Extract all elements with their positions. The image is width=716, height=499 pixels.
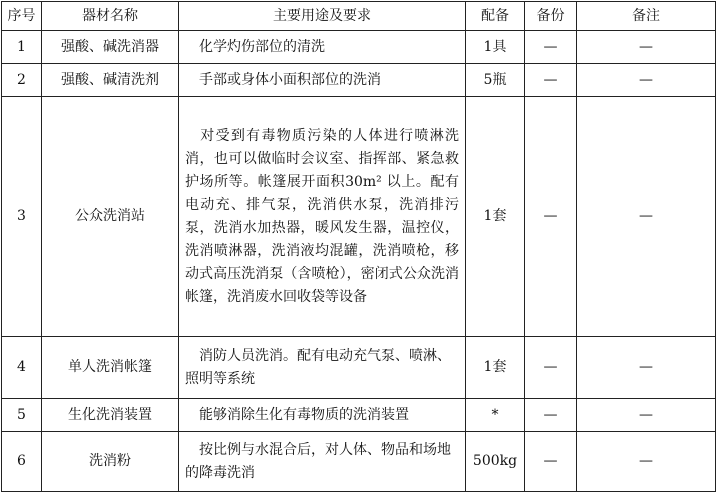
cell-name: 单人洗消帐篷 <box>42 337 179 399</box>
cell-note: — <box>577 31 716 64</box>
cell-use: 能够消除生化有毒物质的洗消装置 <box>179 399 466 432</box>
cell-no: 1 <box>2 31 42 64</box>
cell-name: 强酸、碱清洗剂 <box>42 64 179 97</box>
cell-name: 生化洗消装置 <box>42 399 179 432</box>
header-backup: 备份 <box>525 2 577 31</box>
header-note: 备注 <box>577 2 716 31</box>
cell-name: 洗消粉 <box>42 432 179 492</box>
cell-equip: * <box>466 399 525 432</box>
cell-equip: 1套 <box>466 97 525 337</box>
cell-no: 5 <box>2 399 42 432</box>
cell-use: 消防人员洗消。配有电动充气泵、喷淋、照明等系统 <box>179 337 466 399</box>
table-row <box>2 399 716 432</box>
cell-backup: — <box>525 432 577 492</box>
table-row <box>2 64 716 97</box>
header-equip: 配备 <box>466 2 525 31</box>
cell-note: — <box>577 64 716 97</box>
cell-no: 3 <box>2 97 42 337</box>
equipment-table <box>1 1 716 492</box>
cell-backup: — <box>525 97 577 337</box>
header-use: 主要用途及要求 <box>179 2 466 31</box>
cell-no: 4 <box>2 337 42 399</box>
cell-equip: 500kg <box>466 432 525 492</box>
cell-note: — <box>577 432 716 492</box>
table-row <box>2 31 716 64</box>
table-row <box>2 337 716 399</box>
header-name: 器材名称 <box>42 2 179 31</box>
cell-note: — <box>577 399 716 432</box>
cell-use: 按比例与水混合后，对人体、物品和场地的降毒洗消 <box>179 432 466 492</box>
table-row <box>2 97 716 337</box>
cell-backup: — <box>525 64 577 97</box>
cell-backup: — <box>525 337 577 399</box>
header-row <box>2 2 716 31</box>
cell-use: 化学灼伤部位的清洗 <box>179 31 466 64</box>
cell-use: 手部或身体小面积部位的洗消 <box>179 64 466 97</box>
cell-note: — <box>577 97 716 337</box>
cell-equip: 5瓶 <box>466 64 525 97</box>
header-no: 序号 <box>2 2 42 31</box>
cell-name: 强酸、碱洗消器 <box>42 31 179 64</box>
cell-name: 公众洗消站 <box>42 97 179 337</box>
cell-backup: — <box>525 399 577 432</box>
cell-equip: 1具 <box>466 31 525 64</box>
cell-backup: — <box>525 31 577 64</box>
cell-note: — <box>577 337 716 399</box>
cell-no: 6 <box>2 432 42 492</box>
table-row <box>2 432 716 492</box>
cell-equip: 1套 <box>466 337 525 399</box>
cell-no: 2 <box>2 64 42 97</box>
cell-use: 对受到有毒物质污染的人体进行喷淋洗消，也可以做临时会议室、指挥部、紧急救护场所等。帐篷展开面积30m² 以上。配有电动充、排气泵，洗消供水泵，洗消排污泵，洗消水加热器，暖风发生器，温控仪，洗消喷淋器，洗消液均混罐，洗消喷枪，移动式高压洗消泵（含喷枪），密闭式公众洗消帐篷，洗消废水回收袋等设备 <box>179 97 466 337</box>
